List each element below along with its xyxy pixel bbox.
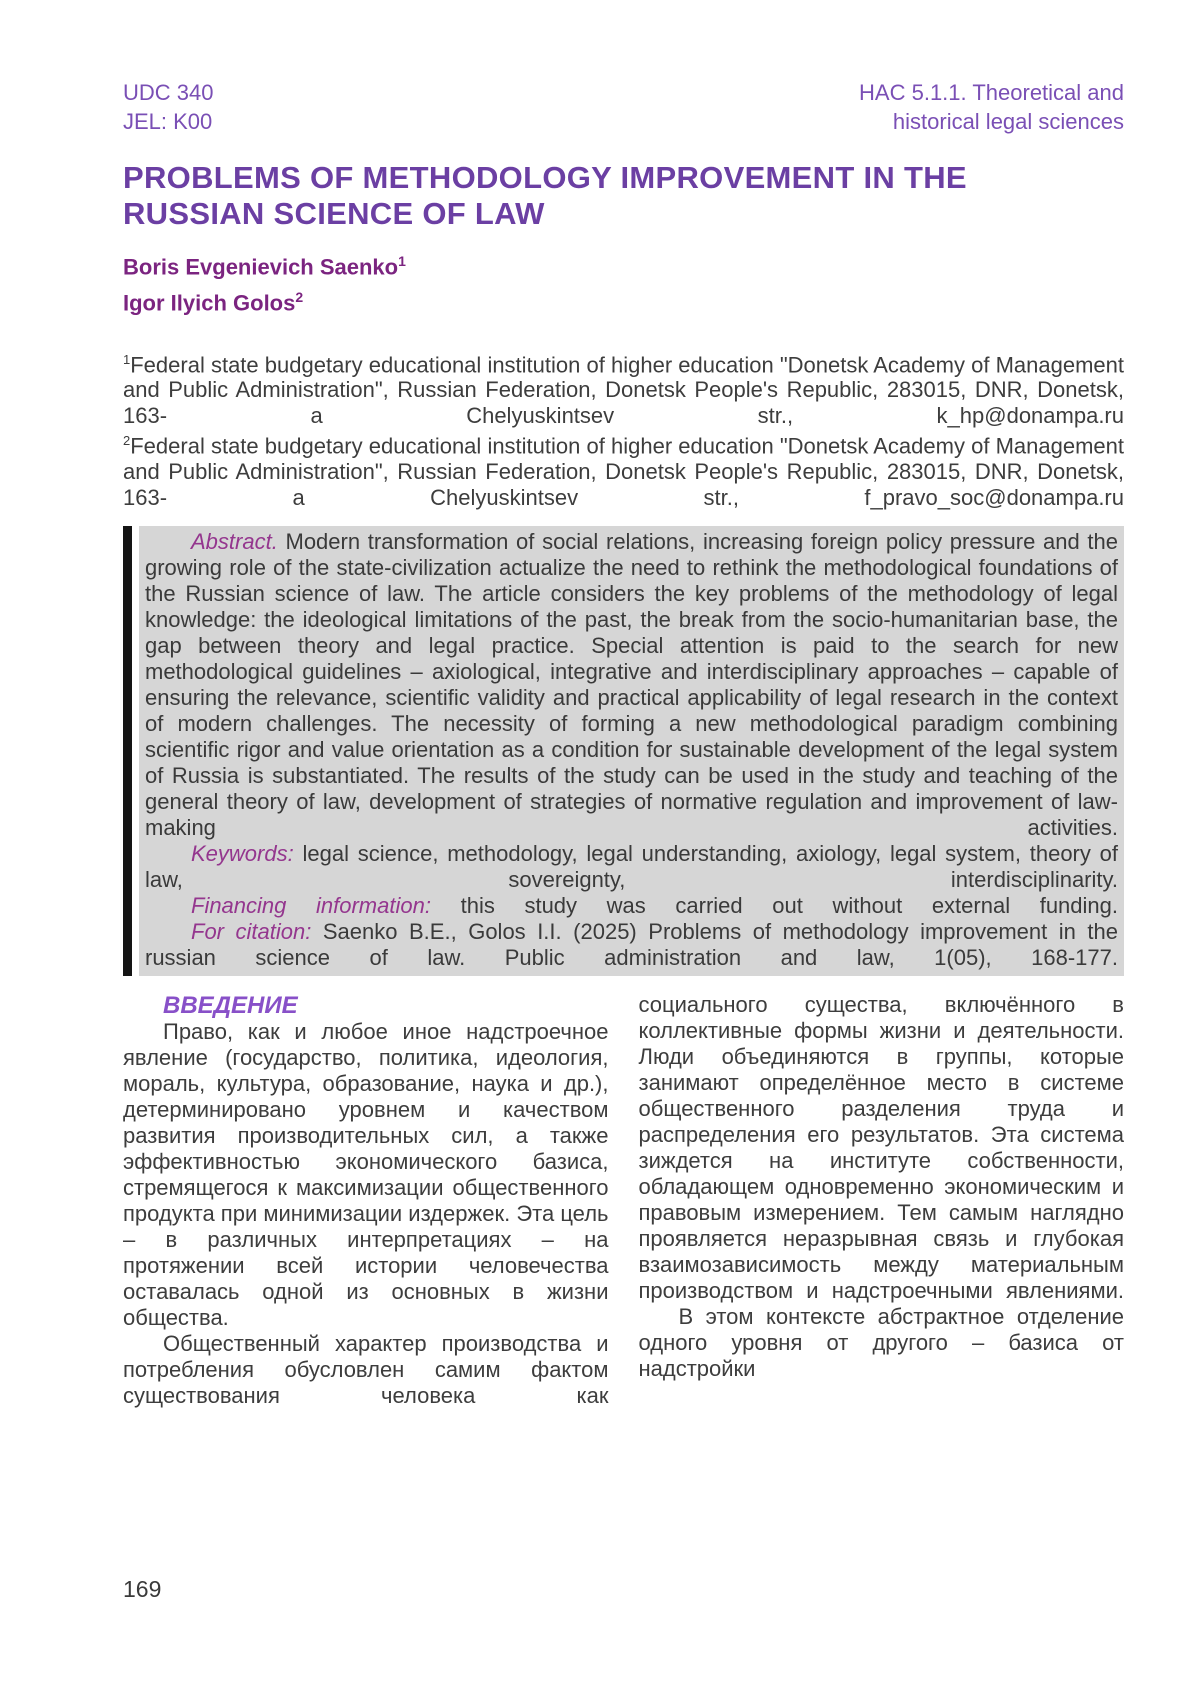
intro-paragraph: социального существа, включённого в коллективные формы жизни и деятельности. Люди объединяются в группы, которые занимают определённое место в системе общественного разделения труда и распределения его результатов. Эта система зиждется на институте собственности, обладающем одновременно экономическим и правовым измерением. Тем самым наглядно проявляется неразрывная связь и глубокая взаимозависимость между материальным производством и надстроечными явлениями. [638,992,1124,1304]
citation-text: Saenko B.E., Golos I.I. (2025) Problems of methodology improvement in the russian science of law. Public administration and law, 1(05), 168-177. [145,919,1118,971]
author-line [123,282,1124,318]
affiliation-paragraph [123,347,1124,429]
abstract-paragraph [145,529,1118,841]
author-affiliation-marker: 1 [398,253,406,269]
abstract-text: Modern transformation of social relations, increasing foreign policy pressure and the growing role of the state-civilization actualize the need to rethink the methodological foundations of the Russian science of law. The article considers the key problems of the methodology of legal knowledge: the ideological limitations of the past, the break from the socio-humanitarian base, the gap between theory and legal practice. Special attention is paid to the search for new methodological guidelines – axiological, integrative and interdisciplinary approaches – capable of ensuring the relevance, scientific validity and practical applicability of legal research in the context of modern challenges. The necessity of forming a new methodological paradigm combining scientific rigor and value orientation as a condition for sustainable development of the legal system of Russia is substantiated. The results of the study can be used in the study and teaching of the general theory of law, development of strategies of normative regulation and improvement of law-making activities. [145,529,1118,841]
udc-label: UDC 340 [123,80,214,105]
keywords-paragraph [145,841,1118,893]
abstract-label: Abstract. [191,529,278,555]
intro-column-left [123,992,609,1409]
paper-title: PROBLEMS OF METHODOLOGY IMPROVEMENT IN THE RUSSIAN SCIENCE OF LAW [123,160,967,231]
author-line [123,246,1124,282]
keywords-label: Keywords: [191,841,294,867]
citation-paragraph [145,919,1118,971]
intro-column-right [639,992,1125,1409]
keywords-text: legal science, methodology, legal understanding, axiology, legal system, theory of law, sovereignty, interdisciplinarity. [145,841,1118,893]
introduction-heading: ВВЕДЕНИЕ [163,992,298,1020]
affiliation-paragraph [123,428,1124,510]
financing-paragraph [145,893,1118,919]
author-name: Boris Evgenievich Saenko [123,254,399,280]
affiliation-text: Federal state budgetary educational institution of higher education "Donetsk Academy of Management and Public Administration", Russian Federation, Donetsk People's Republic, 283015, DNR, Donetsk, 163- a Chelyuskintsev str., k_hp@donampa.ru [123,351,1124,428]
financing-text: this study was carried out without external funding. [430,893,1118,919]
financing-label: Financing information: [191,893,431,919]
author-name: Igor Ilyich Golos [123,290,296,316]
header-meta-row [123,78,1124,136]
abstract-side-bar [123,526,132,976]
affiliation-marker: 2 [123,433,131,449]
citation-label: For citation: [191,919,312,945]
jel-label: JEL: K00 [123,109,213,134]
hac-label: HAC 5.1.1. Theoretical and historical legal sciences [859,80,1124,134]
introduction-columns [123,992,1124,1409]
abstract-block [123,526,1124,976]
author-affiliation-marker: 2 [295,289,304,306]
intro-paragraph: В этом контексте абстрактное отделение одного уровня от другого – базиса от надстройки [638,1304,1124,1382]
header-meta-left [123,78,213,136]
page-number: 169 [123,1576,162,1602]
abstract-gap [132,526,139,976]
abstract-body [139,526,1124,976]
intro-paragraph: Право, как и любое иное надстроечное явление (государство, политика, идеология, мораль, культура, образование, наука и др.), детерминировано уровнем и качеством развития производительных сил, а также эффективностью экономического базиса, стремящегося к максимизации общественного продукта при минимизации издержек. Эта цель – в различных интерпретациях – на протяжении всей истории человечества оставалась одной из основных в жизни общества. [123,1019,609,1331]
affiliations-block [123,347,1124,511]
affiliation-marker: 1 [123,351,131,367]
affiliation-text: Federal state budgetary educational institution of higher education "Donetsk Academy of Management and Public Administration", Russian Federation, Donetsk People's Republic, 283015, DNR, Donetsk, 163- a Chelyuskintsev str., f_pravo_soc@donampa.ru [123,433,1124,510]
intro-paragraph: Общественный характер производства и потребления обусловлен самим фактом существования человека как [123,1331,609,1409]
authors-block [123,246,1124,319]
